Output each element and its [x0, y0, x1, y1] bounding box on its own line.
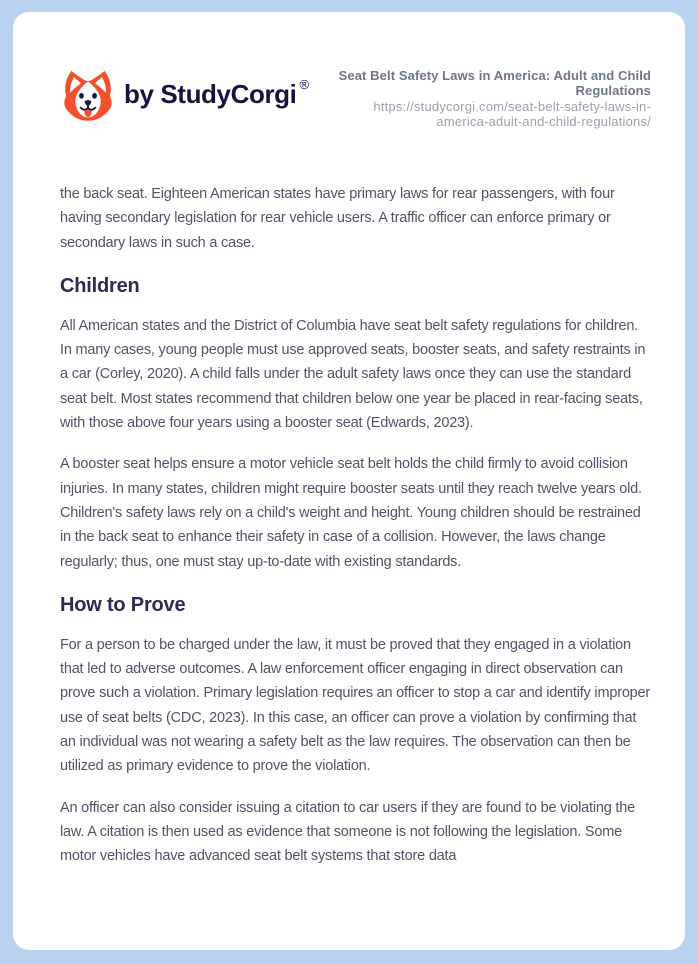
- paragraph-children-regulations: All American states and the District of Columbia have seat belt safety regulations for children. In many cases, young people must use approved seats, booster seats, and safety restraints in a car (Corley, 2020). A child falls under the adult safety laws once they can use the standard seat belt. Most states recommend that children below one year be placed in rear-facing seats, with those above four years using a booster seat (Edwards, 2023).: [60, 317, 646, 432]
- brand: [60, 66, 309, 123]
- document-header: [60, 66, 651, 129]
- section-heading-children: Children: [60, 274, 140, 297]
- article-body: [60, 182, 651, 869]
- brand-name: by StudyCorgi: [124, 79, 297, 109]
- paragraph-back-seat: the back seat. Eighteen American states have primary laws for rear passengers, with four having secondary legislation for rear vehicle users. A traffic officer can enforce primary or secondary laws in such a case.: [60, 186, 615, 251]
- document-card: [13, 12, 685, 950]
- section-heading-how-to-prove: How to Prove: [60, 593, 186, 616]
- paragraph-citation: An officer can also consider issuing a citation to car users if they are found to be violating the law. A citation is then used as evidence that someone is not following the legislation. Some motor vehicles have advanced seat belt systems that store data: [60, 799, 635, 865]
- paragraph-booster-seat: A booster seat helps ensure a motor vehicle seat belt holds the child firmly to avoid collision injuries. In many states, children might require booster seats until they reach twelve years old. Children's safety laws rely on a child's weight and height. Young children should be restrained in the back seat to enhance their safety in case of a collision. However, the laws change regularly; thus, one must stay up-to-date with existing standards.: [60, 456, 642, 570]
- paragraph-prove-violation: For a person to be charged under the law, it must be proved that they engaged in a violation that led to adverse outcomes. A law enforcement officer engaging in direct observation can prove such a violation. Primary legislation requires an officer to stop a car and identify improper use of seat belts (CDC, 2023). In this case, an officer can prove a violation by confirming that an individual was not wearing a safety belt as the law requires. The observation can then be utilized as primary evidence to prove the violation.: [60, 636, 651, 775]
- document-url: https://studycorgi.com/seat-belt-safety-laws-in-america-adult-and-child-regulations/: [373, 99, 651, 129]
- corgi-logo-icon: [60, 66, 116, 123]
- document-meta: [329, 66, 651, 129]
- document-title: Seat Belt Safety Laws in America: Adult and Child Regulations: [338, 68, 651, 98]
- registered-trademark: ®: [299, 77, 310, 92]
